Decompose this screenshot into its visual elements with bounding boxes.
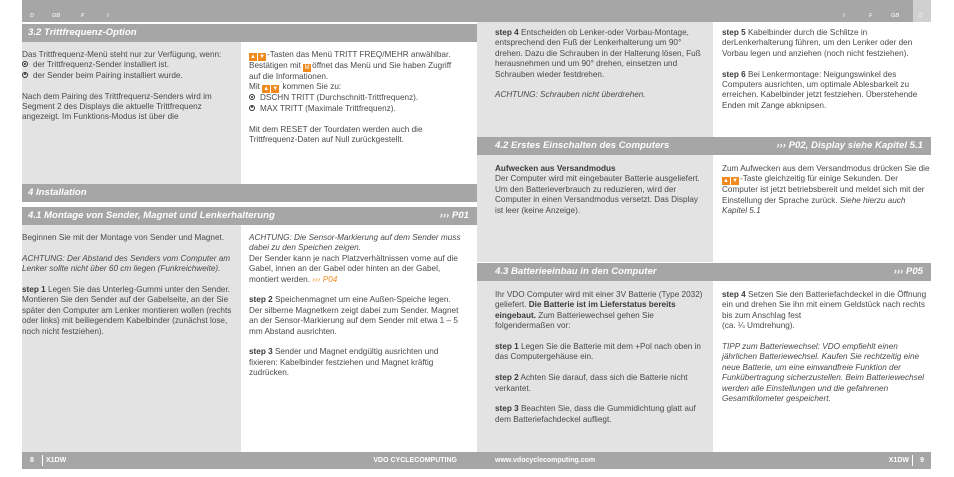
section-title: 4 Installation [28,187,87,198]
brand-name: VDO CYCLECOMPUTING [373,457,457,464]
step: step 5 Kabelbinder durch die Schlitze in derLenkerhalterung führen, um den Lenker oder den Vorbau legen und anziehen (noch nicht festziehen). [722,28,913,58]
lang-tab: I [843,13,845,19]
header-bar-left [22,0,477,22]
paragraph: ▲ ▼ -Tasten das Menü TRITT FREQ/MEHR anwählbar. Bestätigen mit M öffnet das Menü und Sie haben Zugriff auf die Informationen. [249,50,452,81]
paragraph: Mit dem RESET der Tourdaten werden auch die Trittfrequenz-Daten auf Null zurückgestellt. [249,124,423,145]
paragraph: Zum Aufwecken aus dem Versandmodus drücken Sie die ▲ ▼ -Taste gleichzeitig für einige Sekunden. Der Computer ist jetzt betriebsbereit und meldet sich mit der Einstellung der Sprache zurück. Siehe hierzu auch Kapitel 5.1 [722,164,930,216]
section-title: 3.2 Trittfrequenz-Option [28,27,137,38]
page-number: 9 [920,457,924,464]
footer-divider [912,455,913,466]
step: step 2 Achten Sie darauf, dass sich die Batterie nicht verkantet. [495,373,688,393]
section-4-2-col2 [722,164,932,227]
menu-key-icon: M [304,65,310,71]
list-item: DSCHN TRITT (Durchschnitt-Trittfrequenz). [249,93,461,103]
lang-tab: GB [891,13,900,19]
step-note: (ca. ¼ Umdrehung). [722,321,795,331]
step: step 4 Setzen Sie den Batteriefachdeckel in die Öffnung ein und drehen Sie ihn mit einem Geldstück nach rechts bis zum Anschlag fest [722,290,927,320]
footer-bar-left [22,452,477,469]
step: step 1 Legen Sie das Unterleg-Gummi unter den Sender. Montieren Sie den Sender auf der Gabelseite, an der Sie später den Computer am Lenker montieren wollen (rechts oder links) mit beiliegendem Kabelbinder (zunächst lose, noch nicht festziehen). [22,285,232,336]
warning-note: ACHTUNG: Schrauben nicht überdrehen. [495,90,646,100]
footer-divider [42,455,43,466]
step: step 3 Beachten Sie, dass die Gummidichtung glatt auf dem Batteriefachdeckel aufliegt. [495,404,696,424]
down-key-icon: ▼ [732,178,738,185]
lang-tab: F [869,13,873,19]
step: step 2 Speichenmagnet um eine Außen-Speiche legen. Der silberne Magnetkern zeigt dabei zum Sender. Magnet an der Sensor-Markierung auf dem Sender mit etwa 1 – 5 mm Abstand ausrichten. [249,295,459,336]
right-top-col2 [722,28,932,122]
page-number: 8 [30,457,34,464]
list-item: der Sender beim Pairing installiert wurde. [22,71,234,81]
paragraph: Nach dem Pairing des Trittfrequenz-Senders wird im Segment 2 des Displays die aktuelle Trittfrequenz angezeigt. Im Funktions-Modus ist über die [22,91,212,122]
figure-ref: ››› P01 [439,210,469,221]
section-4-header [22,184,477,202]
header-bar-right [477,0,931,22]
lang-tab: I [107,13,109,19]
paragraph: Das Trittfrequenz-Menü steht nur zur Verfügung, wenn: [22,50,222,59]
section-4-3-col1 [495,290,703,436]
section-4-3-header [477,263,931,281]
model-name: X1DW [888,457,909,464]
step: step 1 Legen Sie die Batterie mit dem +Pol nach oben in das Computergehäuse ein. [495,342,701,362]
section-3-2-header [22,24,477,42]
step: step 4 Entscheiden ob Lenker-oder Vorbau-Montage, entsprechend den Fuß der Lenkerhalterung um 90° drehen. Dazu die Schrauben in der Halterung lösen, Fuß herausnehmen und um 90° drehen, einsetzen und Schrauben wieder festdrehen. [495,28,701,79]
warning-note: ACHTUNG: Die Sensor-Markierung auf dem Sender muss dabei zu den Speichen zeigen. [249,233,461,253]
list-item: MAX TRITT (Maximale Trittfrequenz). [249,104,461,114]
section-title: 4.3 Batterieeinbau in den Computer [495,266,657,277]
figure-ref: ››› P05 [893,266,923,277]
lang-tab: GB [52,13,61,19]
paragraph: Ihr VDO Computer wird mit einer 3V Batterie (Type 2032) geliefert. Die Batterie ist im Lieferstatus bereits eingebaut. Zum Batteriewechsel gehen Sie folgendermaßen vor: [495,290,703,331]
radio-bullet-icon [249,94,255,100]
section-title: 4.2 Erstes Einschalten des Computers [495,140,670,151]
tip-note: TIPP zum Batteriewechsel: VDO empfiehlt einen jährlichen Batteriewechsel. Kaufen Sie rechtzeitig eine neue Batterie, um eine einwandfreie Funktion der Funkübertragung sicherzustellen. Beim Batteriewechsel werden alle Einstellungen und die gefahrenen Gesamtkilometer gespeichert. [722,342,925,404]
figure-ref-link[interactable]: ››› P04 [312,274,338,284]
up-key-icon: ▲ [723,178,729,185]
list-item: der Trittfrequenz-Sender installiert ist. [22,60,234,70]
radio-bullet-icon [22,61,28,67]
paragraph: Der Computer wird mit eingebauter Batterie ausgeliefert. Um den Batterieverbrauch zu reduzieren, wird der Computer in einen Versandmodus versetzt. Das Display ist leer (keine Anzeige). [495,174,700,215]
model-name: X1DW [46,457,67,464]
down-key-icon: ▼ [272,86,279,93]
section-4-2-header [477,137,931,155]
website-url[interactable]: www.vdocyclecomputing.com [495,457,596,464]
radio-bullet-icon [22,72,28,78]
section-3-2-col1 [22,50,234,133]
warning-note: ACHTUNG: Der Abstand des Senders vom Computer am Lenker sollte nicht über 60 cm liegen (Funkreichweite). [22,253,231,274]
paragraph: Der Sender kann je nach Platzverhältnissen vorne auf die Gabel, innen an der Gabel oder hinten an der Gabel, montiert werden. ››› P04 [249,253,458,284]
radio-bullet-icon [249,105,255,111]
section-title: 4.1 Montage von Sender, Magnet und Lenkerhalterung [28,210,275,221]
section-4-1-header [22,207,477,225]
right-top-col1 [495,28,702,111]
paragraph: Mit ▲ ▼ kommen Sie zu: [249,82,342,93]
down-key-icon: ▼ [259,54,265,60]
subheading: Aufwecken aus Versandmodus [495,164,616,173]
step: step 6 Bei Lenkermontage: Neigungswinkel des Computers ausrichten, um optimale Ablesbarkeit zu erreichen. Kabelbinder jetzt festziehen. Überstehende Enden mit Zange abknipsen. [722,69,918,110]
lang-tab: F [81,13,85,19]
section-4-1-col1 [22,233,234,347]
up-key-icon: ▲ [250,54,256,60]
up-key-icon: ▲ [263,86,270,93]
lang-tab: D [30,13,34,19]
section-3-2-col2 [249,50,461,156]
step: step 3 Sender und Magnet endgültig ausrichten und fixieren: Kabelbinder festziehen und Magnet kräftig zudrücken. [249,347,439,378]
paragraph: Beginnen Sie mit der Montage von Sender und Magnet. [22,233,225,242]
lang-tab-active: D [919,13,923,19]
section-4-2-col1 [495,164,703,226]
section-4-1-col2 [249,233,463,389]
figure-ref: ››› P02, Display siehe Kapitel 5.1 [776,140,923,151]
footer-bar-right [477,452,931,469]
section-4-3-col2 [722,290,932,415]
